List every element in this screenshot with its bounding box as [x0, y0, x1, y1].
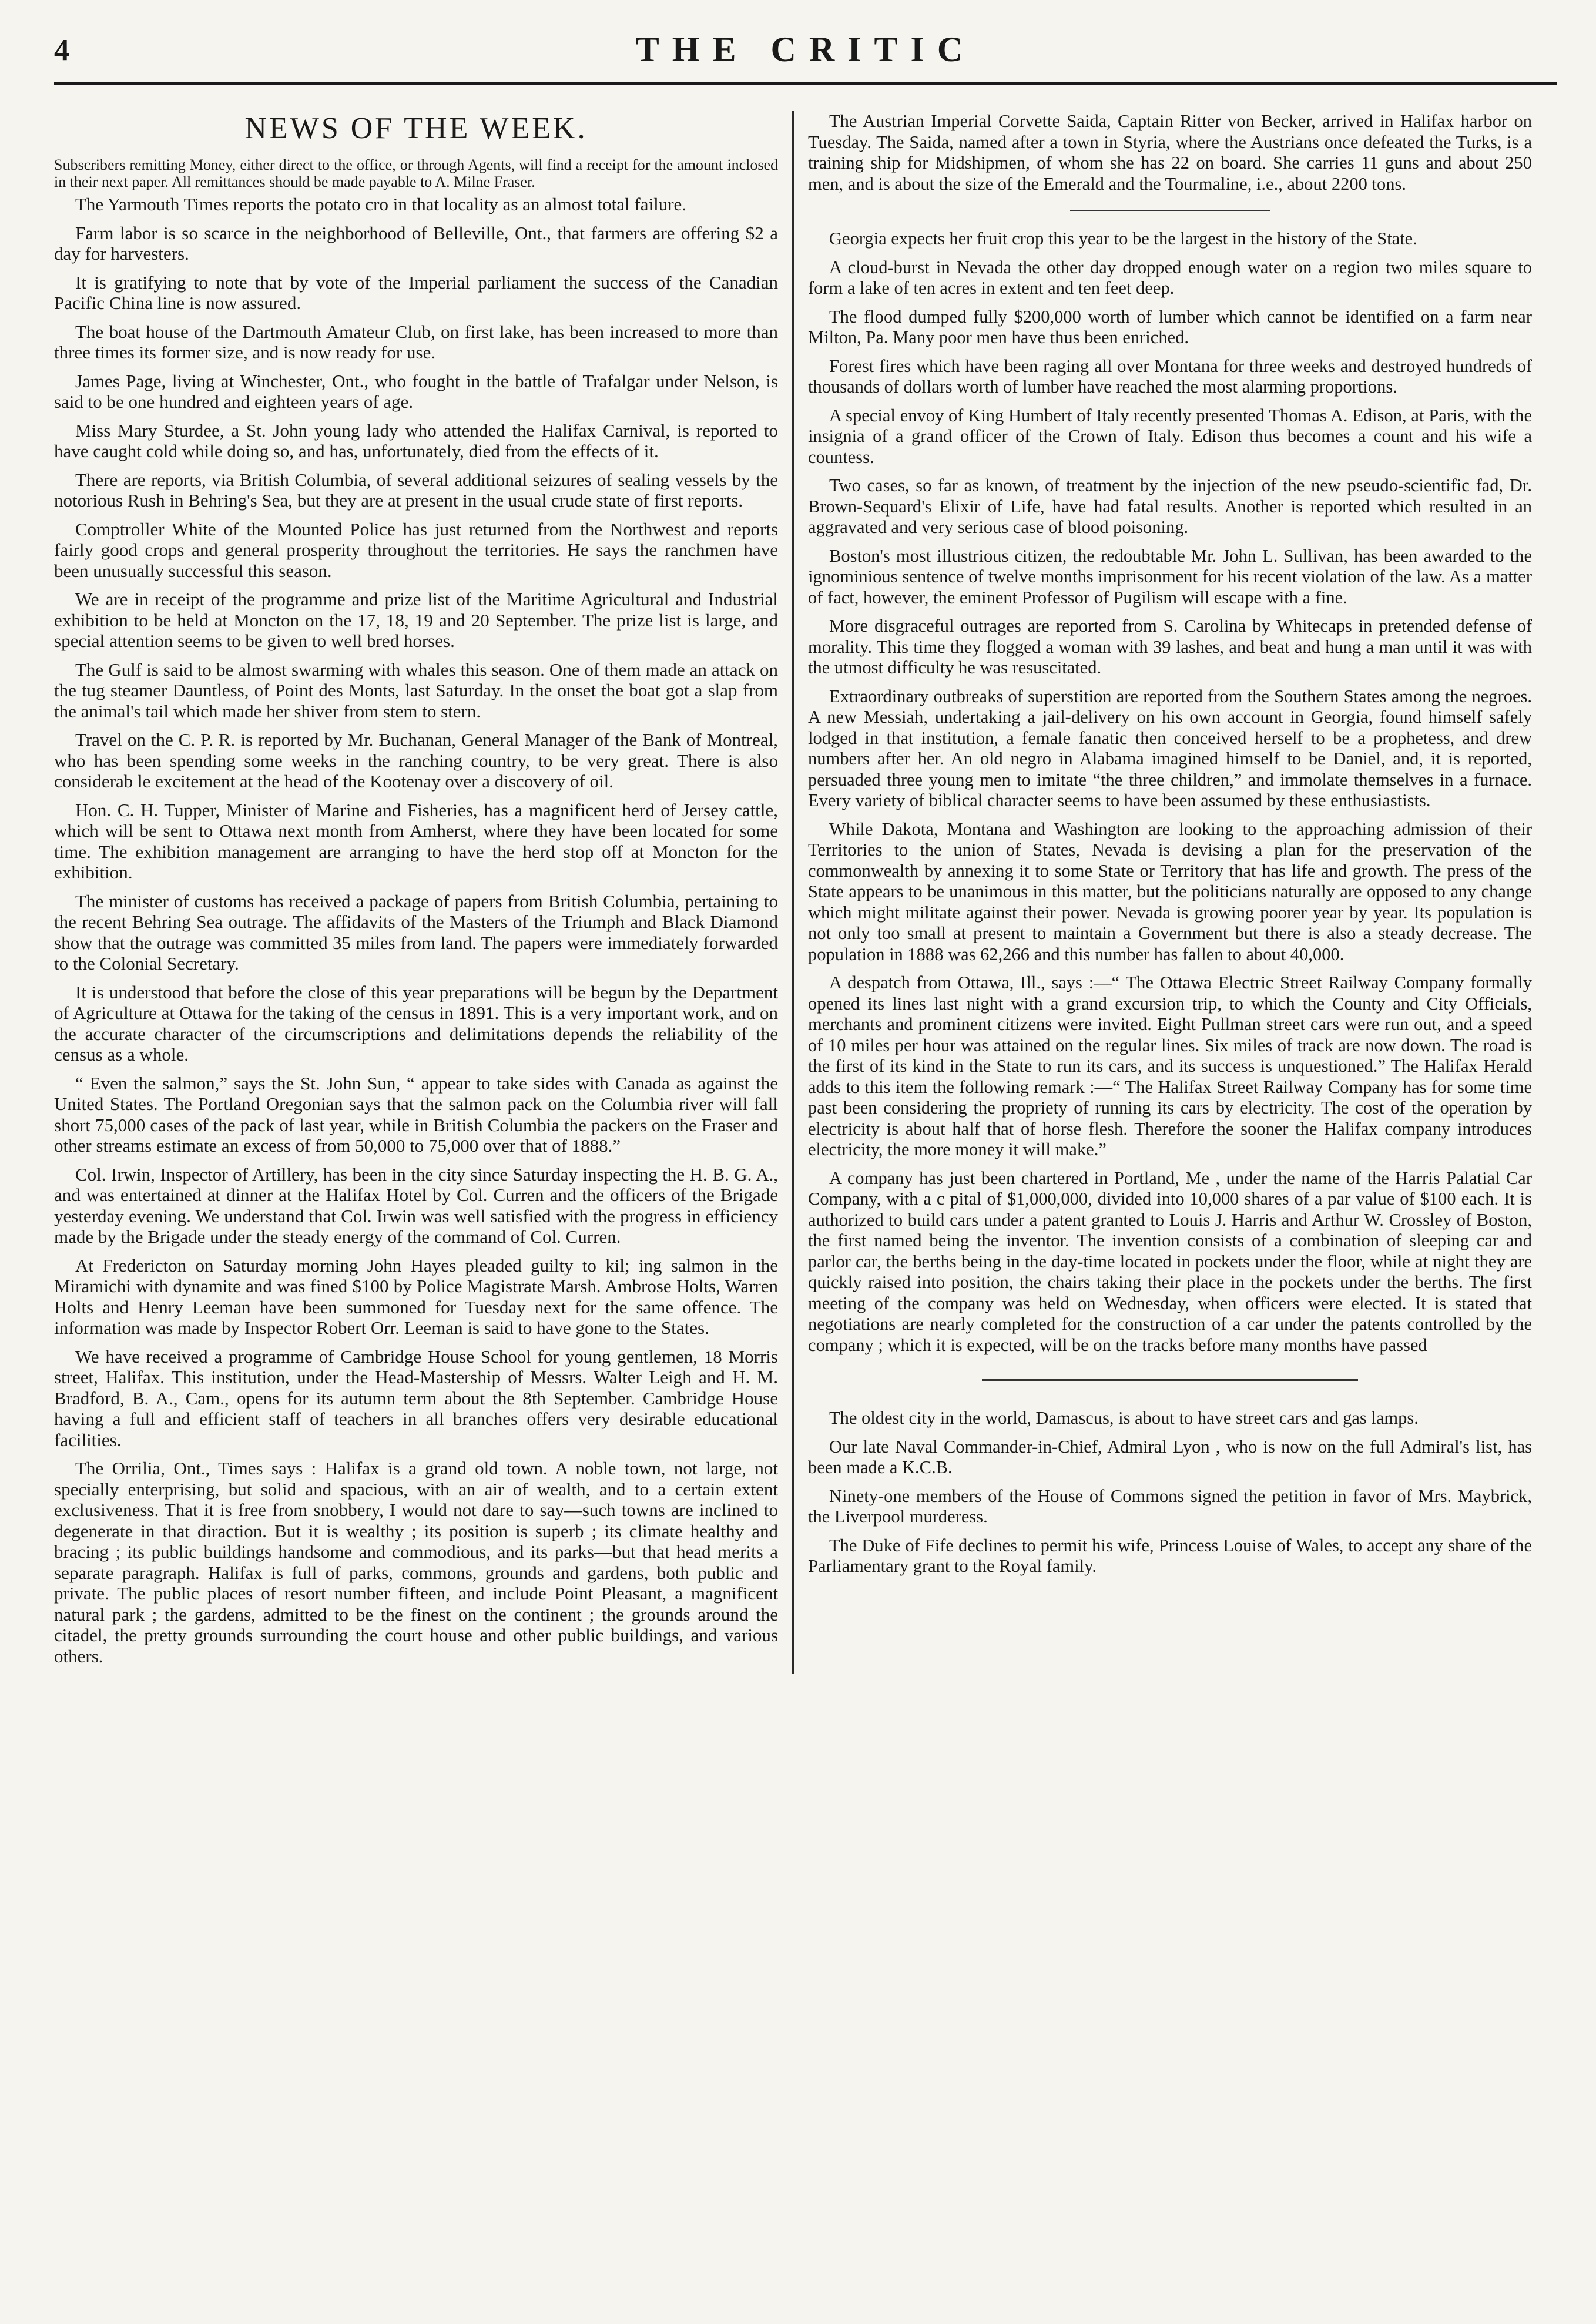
- news-item: We are in receipt of the programme and prize list of the Maritime Agricultural and Industrial exhibition to be held at Moncton on the 17, 18, 19 and 20 September. The prize list is large, and special attention seems to be given to well bred horses.: [54, 589, 778, 651]
- news-item: The Duke of Fife declines to permit his wife, Princess Louise of Wales, to accept any share of the Parliamentary grant to the Royal family.: [808, 1535, 1532, 1576]
- news-item: Farm labor is so scarce in the neighborhood of Belleville, Ont., that farmers are offering $2 a day for harvesters.: [54, 222, 778, 264]
- columns: [54, 111, 1557, 1674]
- news-item: Boston's most illustrious citizen, the redoubtable Mr. John L. Sullivan, has been awarded to the ignominious sentence of twelve months imprisonment for his recent violation of the law. As a matter of fact, however, the eminent Professor of Pugilism will escape with a fine.: [808, 545, 1532, 608]
- news-item: At Fredericton on Saturday morning John Hayes pleaded guilty to kil; ing salmon in the Miramichi with dynamite and was fined $100 by Police Magistrate Marsh. Ambrose Holts, Warren Holts and Henry Leeman have been summoned for Tuesday next for the same offence. The information was made by Inspector Robert Orr. Leeman is said to have gone to the States.: [54, 1255, 778, 1338]
- news-item: The oldest city in the world, Damascus, is about to have street cars and gas lamps.: [829, 1408, 1419, 1428]
- news-item: More disgraceful outrages are reported from S. Carolina by Whitecaps in pretended defense of morality. This time they flogged a woman with 39 lashes, and beat and hung a man until it was with the utmost difficulty he was resuscitated.: [808, 616, 1532, 678]
- news-item: Comptroller White of the Mounted Police has just returned from the Northwest and reports fairly good crops and general prosperity throughout the territories. He says the ranchmen have been unusually successful this season.: [54, 518, 778, 581]
- right-articles-top: [808, 111, 1532, 194]
- section-title: NEWS OF THE WEEK.: [244, 112, 588, 145]
- news-item: Forest fires which have been raging all over Montana for three weeks and destroyed hundreds of thousands of dollars worth of lumber have reached the most alarming proportions.: [808, 356, 1532, 397]
- news-item: Miss Mary Sturdee, a St. John young lady who attended the Halifax Carnival, is reported to have caught cold while doing so, and has, unfortunately, died from the effects of it.: [54, 420, 778, 461]
- news-item: The boat house of the Dartmouth Amateur Club, on first lake, has been increased to more than three times its former size, and is now ready for use.: [54, 321, 778, 363]
- masthead: [54, 24, 1557, 85]
- left-articles: [54, 194, 778, 1666]
- news-item: Two cases, so far as known, of treatment by the injection of the new pseudo-scientific fad, Dr. Brown-Sequard's Elixir of Life, have had fatal results. Another is reported which resulted in an aggravated and very serious case of blood poisoning.: [808, 475, 1532, 537]
- news-item: It is gratifying to note that by vote of the Imperial parliament the success of the Canadian Pacific China line is now assured.: [54, 271, 778, 313]
- news-item: The Yarmouth Times reports the potato cro in that locality as an almost total failure.: [75, 194, 687, 214]
- news-item: It is understood that before the close of this year preparations will be begun by the Department of Agriculture at Ottawa for the taking of the census in 1891. This is a very important work, and on the accurate character of the circumscriptions and delimitations depends the reliability of the census as a whole.: [54, 981, 778, 1065]
- news-item: A company has just been chartered in Portland, Me , under the name of the Harris Palatial Car Company, with a c pital of $1,000,000, divided into 10,000 shares of a par value of $100 each. It is authorized to build cars under a patent granted to Louis J. Harris and Arthur W. Crossley of Boston, the first named being the inventor. The invention consists of a combination of sleeping car and parlor car, the berths being in the day-time located in pockets under the floor, while at night they are quickly raised into position, the chairs taking their place in the pockets under the berths. The first meeting of the company was held on Wednesday, when officers were elected. It is stated that negotiations are nearly completed for the construction of a car under the patents controlled by the company ; which it is expected, will be on the tracks before many months have passed: [808, 1168, 1532, 1355]
- news-item: While Dakota, Montana and Washington are looking to the approaching admission of their Territories to the union of States, Nevada is devising a plan for the preservation of the commonwealth by annexing it to some State or Territory that has life and growth. The press of the State appears to be unanimous in this matter, but the politicians naturally are opposed to any change which might militate against their power. Nevada is growing poorer year by year. Its population is not only too small at present to maintain a Government but there is also a steady decrease. The population in 1888 was 62,266 and this number has fallen to about 40,000.: [808, 819, 1532, 964]
- news-item: Our late Naval Commander-in-Chief, Admiral Lyon , who is now on the full Admiral's list, has been made a K.C.B.: [808, 1436, 1532, 1477]
- section-divider-short: [1070, 210, 1270, 211]
- journal-title: THE CRITIC: [635, 30, 976, 69]
- news-item: James Page, living at Winchester, Ont., who fought in the battle of Trafalgar under Nelson, is said to be one hundred and eighteen years of age.: [54, 370, 778, 412]
- news-item: “ Even the salmon,” says the St. John Sun, “ appear to take sides with Canada as against the United States. The Portland Oregonian says that the salmon pack on the Columbia river will fall short 75,000 cases of the pack of last year, while in British Columbia the packers on the Fraser and other streams estimate an excess of from 50,000 to 75,000 over that of 1888.”: [54, 1072, 778, 1156]
- news-item: Col. Irwin, Inspector of Artillery, has been in the city since Saturday inspecting the H. B. G. A., and was entertained at dinner at the Halifax Hotel by Col. Curren and the officers of the Brigade yesterday evening. We understand that Col. Irwin was well satisfied with the progress in efficiency made by the Brigade under the steady energy of the command of Col. Curren.: [54, 1163, 778, 1247]
- page-number: 4: [54, 33, 69, 67]
- news-item: The Orrilia, Ont., Times says : Halifax is a grand old town. A noble town, not large, not specially enterprising, but solid and spacious, with an air of wealth, and to a certain extent exclusiveness. That it is free from snobbery, I would not dare to say—such towns are inclined to degenerate in that diraction. But it is wealthy ; its position is superb ; its climate healthy and bracing ; its public buildings handsome and commodious, and its parks—but that head merits a separate paragraph. Halifax is full of parks, commons, grounds and gardens, both public and private. The public places of resort number fifteen, and include Point Pleasant, a magnificent natural park ; the gardens, admitted to be the finest on the continent ; the grounds around the citadel, the pretty grounds surrounding the court house and other public buildings, and various others.: [54, 1458, 778, 1666]
- subscribers-note: Subscribers remitting Money, either direct to the office, or through Agents, will find a receipt for the amount inclosed in their next paper. All remittances should be made payable to A. Milne Fraser.: [54, 156, 778, 190]
- news-item: The Gulf is said to be almost swarming with whales this season. One of them made an attack on the tug steamer Dauntless, of Point des Monts, last Saturday. In the onset the boat got a slap from the animal's tail which made her shiver from stem to stern.: [54, 659, 778, 722]
- news-item: Hon. C. H. Tupper, Minister of Marine and Fisheries, has a magnificent herd of Jersey cattle, which will be sent to Ottawa next month from Amherst, where they have been located for some time. The exhibition management are arranging to have the herd stop off at Moncton for the exhibition.: [54, 799, 778, 883]
- news-item: The minister of customs has received a package of papers from British Columbia, pertaining to the recent Behring Sea outrage. The affidavits of the Masters of the Triumph and Black Diamond show that the outrage was committed 35 miles from land. The papers were immediately forwarded to the Colonial Secretary.: [54, 890, 778, 974]
- news-item: Travel on the C. P. R. is reported by Mr. Buchanan, General Manager of the Bank of Montreal, who has been spending some weeks in the ranching country, to be very great. There is also considerab le excitement at the head of the Kootenay over a discovery of oil.: [54, 729, 778, 792]
- news-item: The Austrian Imperial Corvette Saida, Captain Ritter von Becker, arrived in Halifax harbor on Tuesday. The Saida, named after a town in Styria, where the Austrians once defeated the Turks, is a training ship for Midshipmen, of whom she has 22 on board. She carries 11 guns and about 250 men, and is about the size of the Emerald and the Tourmaline, i.e., about 2200 tons.: [808, 111, 1532, 194]
- right-column: [794, 111, 1532, 1674]
- news-item: Georgia expects her fruit crop this year to be the largest in the history of the State.: [829, 229, 1417, 249]
- news-item: A cloud-burst in Nevada the other day dropped enough water on a region two miles square to form a lake of ten acres in extent and ten feet deep.: [808, 257, 1532, 298]
- news-item: Ninety-one members of the House of Commons signed the petition in favor of Mrs. Maybrick, the Liverpool murderess.: [808, 1485, 1532, 1527]
- news-item: A special envoy of King Humbert of Italy recently presented Thomas A. Edison, at Paris, with the insignia of a grand officer of the Crown of Italy. Edison thus becomes a count and his wife a countess.: [808, 405, 1532, 467]
- right-articles-middle: [808, 229, 1532, 1356]
- news-item: There are reports, via British Columbia, of several additional seizures of sealing vessels by the notorious Rush in Behring's Sea, but they are at present in the usual crude state of first reports.: [54, 469, 778, 511]
- right-articles-bottom: [808, 1408, 1532, 1577]
- section-divider-long: [982, 1379, 1358, 1381]
- left-column: [54, 111, 792, 1674]
- news-item: The flood dumped fully $200,000 worth of lumber which cannot be identified on a farm near Milton, Pa. Many poor men have thus been enriched.: [808, 306, 1532, 347]
- news-item: We have received a programme of Cambridge House School for young gentlemen, 18 Morris street, Halifax. This institution, under the Head-Mastership of Messrs. Walter Leigh and H. M. Bradford, B. A., Cam., opens for its autumn term about the 8th September. Cambridge House having a full and efficient staff of teachers in all branches offers very desirable educational facilities.: [54, 1346, 778, 1450]
- news-item: A despatch from Ottawa, Ill., says :—“ The Ottawa Electric Street Railway Company formally opened its lines last night with a grand excursion trip, to which the County and City Officials, merchants and prominent citizens were invited. Eight Pullman street cars were run out, and a speed of 10 miles per hour was attained on the regular lines. Six miles of track are now down. The road is the first of its kind in the State to run its cars, and its success is unquestioned.” The Halifax Herald adds to this item the following remark :—“ The Halifax Street Railway Company has for some time past been considering the propriety of running its cars by electricity. The cost of the operation by electricity is about half that of horse flesh. Therefore the sooner the Halifax company introduces electricity, the more money it will make.”: [808, 972, 1532, 1159]
- news-item: Extraordinary outbreaks of superstition are reported from the Southern States among the negroes. A new Messiah, undertaking a jail-delivery on his own account in Georgia, found himself safely lodged in that institution, a female fanatic then conceived herself to be a prophetess, and drew numbers after her. An old negro in Alabama imagined himself to be Daniel, and, it is reported, persuaded three young men to imitate “the three children,” and immolate themselves in a furnace. Every variety of biblical character seems to have been assumed by these enthusiastists.: [808, 686, 1532, 810]
